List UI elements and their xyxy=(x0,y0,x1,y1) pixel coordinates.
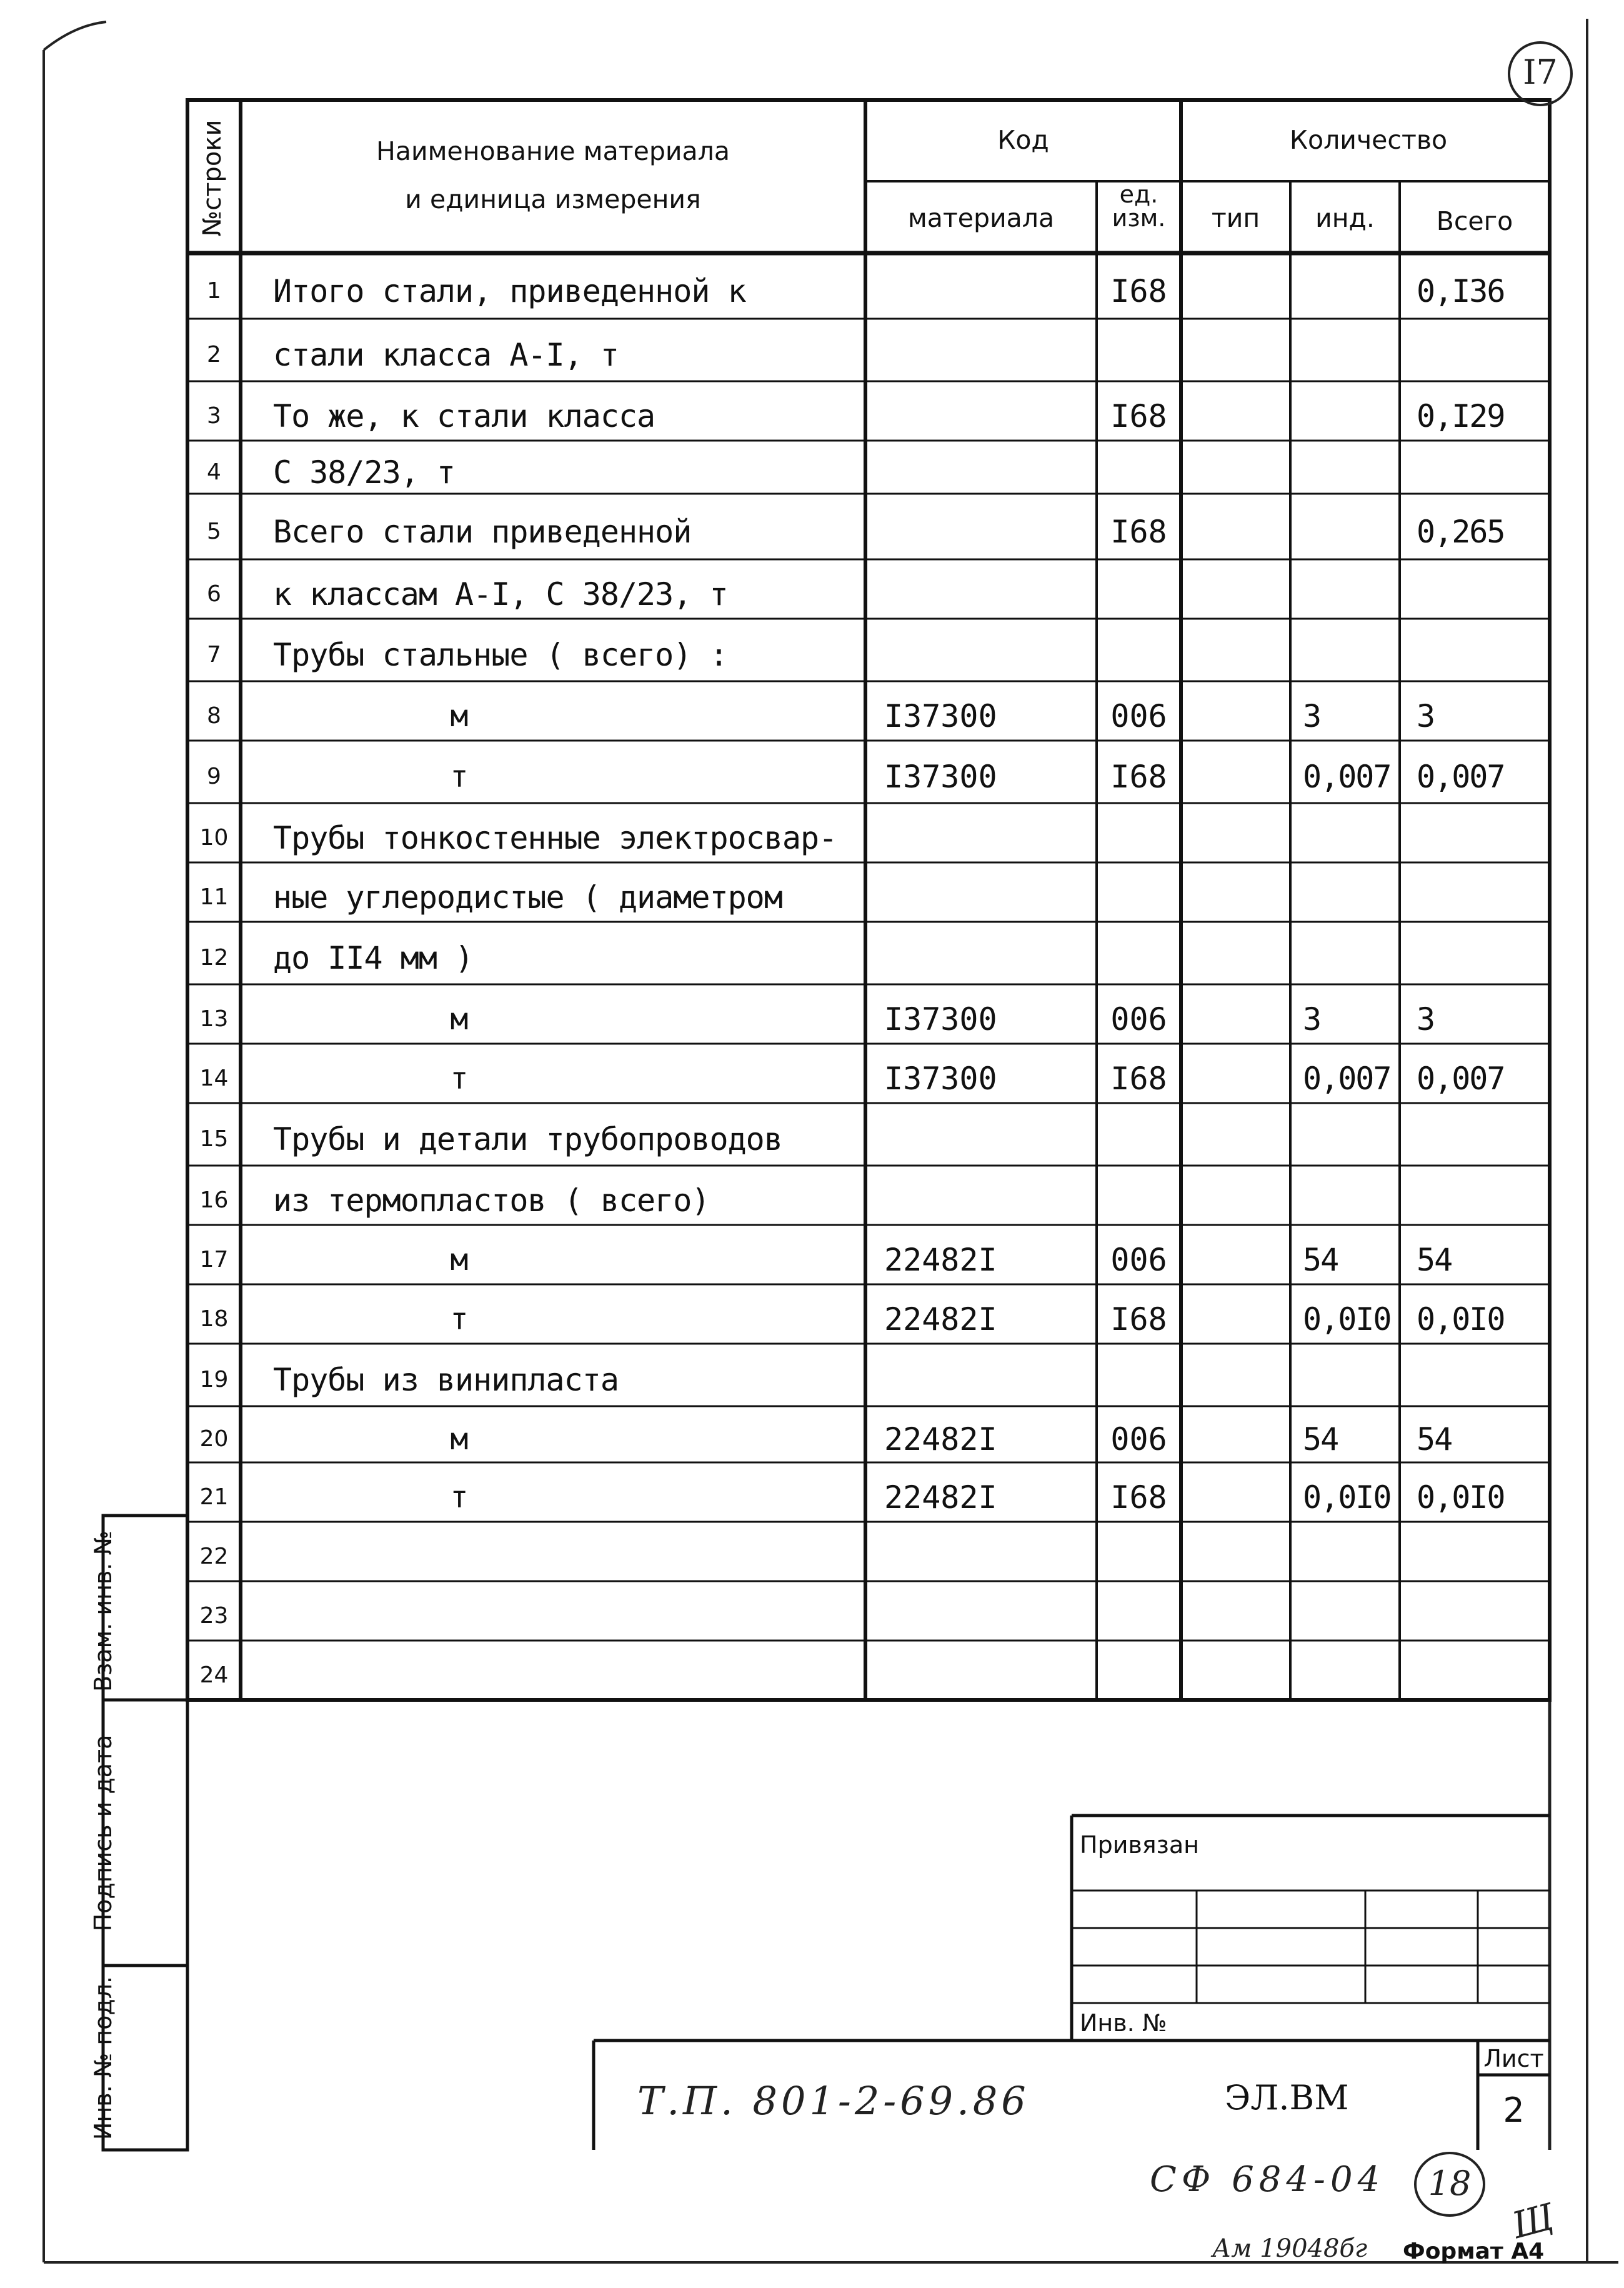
row-number: 19 xyxy=(199,1367,229,1392)
row-name: т xyxy=(450,759,469,794)
row-unit-code: I68 xyxy=(1110,1479,1167,1516)
row-unit-code: 006 xyxy=(1110,1421,1167,1457)
row-unit-code xyxy=(1097,636,1181,674)
row-qty-ind: 54 xyxy=(1303,1241,1338,1278)
footer-format: Формат А4 xyxy=(1403,2239,1545,2264)
row-material-code: 22482I xyxy=(884,1421,997,1457)
row-material-code xyxy=(884,879,1097,916)
row-qty-ind xyxy=(1290,1657,1415,1694)
row-qty-ind xyxy=(1290,1538,1415,1576)
header-name-line2: и единица измерения xyxy=(405,184,701,214)
row-number: 3 xyxy=(207,402,221,429)
row-qty-type xyxy=(1181,397,1290,435)
row-qty-total xyxy=(1403,1121,1563,1158)
row-name xyxy=(273,1538,867,1576)
row-number: 17 xyxy=(199,1246,229,1272)
row-qty-type xyxy=(1181,879,1290,916)
row-name: к классам А-I, С 38/23, т xyxy=(273,576,728,612)
row-unit-code xyxy=(1097,1361,1181,1399)
row-qty-total: 3 xyxy=(1417,697,1435,734)
row-unit-code xyxy=(1097,454,1181,491)
row-material-code xyxy=(884,336,1097,374)
row-material-code xyxy=(884,454,1097,491)
row-qty-total: 0,I36 xyxy=(1417,272,1505,309)
row-unit-code: I68 xyxy=(1110,272,1167,309)
row-name: т xyxy=(450,1479,469,1515)
row-number: 12 xyxy=(199,945,229,971)
footer-archive-badge: 18 xyxy=(1428,2164,1472,2203)
row-name: Итого стали, приведенной к xyxy=(273,272,746,309)
row-material-code xyxy=(884,576,1097,613)
signature-mark: Щ xyxy=(1507,2195,1558,2247)
row-number: 22 xyxy=(199,1543,229,1569)
sheet-badge: I7 xyxy=(1523,52,1558,92)
row-qty-ind xyxy=(1290,879,1415,916)
row-qty-total: 0,0I0 xyxy=(1417,1301,1505,1337)
row-material-code xyxy=(884,819,1097,857)
row-number: 2 xyxy=(207,342,221,367)
row-number: 9 xyxy=(207,764,221,789)
row-qty-total xyxy=(1403,576,1563,613)
row-qty-type xyxy=(1181,1421,1290,1458)
row-qty-type xyxy=(1181,1121,1290,1158)
row-number: 15 xyxy=(199,1126,229,1152)
row-qty-total: 54 xyxy=(1417,1421,1452,1457)
row-name: стали класса А-I, т xyxy=(273,337,619,373)
stamp-doc-code: Т.П. 801-2-69.86 xyxy=(637,2078,1030,2124)
margin-inv-podl: Инв. № подл. xyxy=(89,1976,117,2141)
row-number: 5 xyxy=(207,518,221,544)
row-qty-total xyxy=(1403,1538,1563,1576)
row-qty-ind: 3 xyxy=(1303,1001,1321,1037)
row-qty-total: 0,265 xyxy=(1417,513,1505,550)
header-qty-type: тип xyxy=(1211,203,1260,233)
row-qty-total xyxy=(1403,636,1563,674)
row-material-code xyxy=(884,636,1097,674)
row-qty-ind xyxy=(1290,939,1415,977)
row-qty-type xyxy=(1181,1361,1290,1399)
row-unit-code: 006 xyxy=(1110,1241,1167,1278)
row-qty-type xyxy=(1181,1479,1290,1516)
row-unit-code xyxy=(1097,819,1181,857)
row-qty-type xyxy=(1181,1241,1290,1279)
row-material-code: I37300 xyxy=(884,1001,997,1037)
row-qty-type xyxy=(1181,819,1290,857)
row-qty-ind: 0,0I0 xyxy=(1303,1479,1391,1516)
row-number: 20 xyxy=(199,1426,229,1452)
row-material-code xyxy=(884,1538,1097,1576)
row-qty-ind xyxy=(1290,272,1415,310)
header-row-no: №строки xyxy=(198,119,227,237)
row-qty-ind: 0,007 xyxy=(1303,1060,1391,1097)
row-name: Всего стали приведенной xyxy=(273,513,692,550)
header-name-line1: Наименование материала xyxy=(376,136,730,166)
row-material-code xyxy=(884,939,1097,977)
stamp-doc-mark: ЭЛ.ВМ xyxy=(1225,2078,1349,2117)
row-qty-ind: 54 xyxy=(1303,1421,1338,1457)
row-unit-code: I68 xyxy=(1110,513,1167,550)
row-qty-type xyxy=(1181,939,1290,977)
row-name: С 38/23, т xyxy=(273,454,456,491)
row-qty-total: 3 xyxy=(1417,1001,1435,1037)
row-unit-code: 006 xyxy=(1110,697,1167,734)
row-qty-total xyxy=(1403,819,1563,857)
row-material-code: 22482I xyxy=(884,1479,997,1516)
row-qty-ind: 0,0I0 xyxy=(1303,1301,1391,1337)
row-qty-ind: 0,007 xyxy=(1303,759,1391,795)
row-qty-type xyxy=(1181,576,1290,613)
header-code-material: материала xyxy=(907,203,1055,233)
row-qty-type xyxy=(1181,1060,1290,1097)
row-name: до II4 мм ) xyxy=(273,940,474,976)
row-material-code: I37300 xyxy=(884,1060,997,1097)
row-qty-total xyxy=(1403,939,1563,977)
row-name: м xyxy=(450,1001,469,1037)
stamp-sheet-number: 2 xyxy=(1503,2091,1525,2130)
row-qty-ind xyxy=(1290,636,1415,674)
row-name xyxy=(273,1597,867,1635)
row-unit-code: 006 xyxy=(1110,1001,1167,1037)
row-qty-ind: 3 xyxy=(1303,697,1321,734)
row-number: 14 xyxy=(199,1065,229,1091)
row-qty-type xyxy=(1181,272,1290,310)
header-code: Код xyxy=(997,125,1049,155)
row-unit-code xyxy=(1097,1657,1181,1694)
row-qty-type xyxy=(1181,336,1290,374)
row-unit-code xyxy=(1097,879,1181,916)
row-qty-type xyxy=(1181,697,1290,735)
row-number: 6 xyxy=(207,581,221,607)
row-material-code xyxy=(884,1597,1097,1635)
margin-vzam-inv: Взам. инв. № xyxy=(89,1531,117,1692)
row-qty-ind xyxy=(1290,1361,1415,1399)
stamp-inv-no: Инв. № xyxy=(1080,2009,1167,2037)
row-qty-ind xyxy=(1290,454,1415,491)
row-material-code: I37300 xyxy=(884,697,997,734)
row-material-code: 22482I xyxy=(884,1301,997,1337)
row-qty-ind xyxy=(1290,513,1415,551)
row-qty-total xyxy=(1403,1182,1563,1219)
row-unit-code xyxy=(1097,1121,1181,1158)
row-name: Трубы тонкостенные электросвар- xyxy=(273,819,837,856)
row-number: 21 xyxy=(199,1484,229,1510)
header-code-unit: ед. изм. xyxy=(1112,181,1166,232)
stamp-privyazan: Привязан xyxy=(1080,1831,1199,1859)
row-unit-code xyxy=(1097,1538,1181,1576)
row-qty-type xyxy=(1181,1657,1290,1694)
row-qty-ind xyxy=(1290,336,1415,374)
footer-note: Ам 19048бг xyxy=(1212,2234,1368,2263)
row-number: 1 xyxy=(207,277,221,304)
row-unit-code xyxy=(1097,939,1181,977)
row-qty-total xyxy=(1403,1361,1563,1399)
row-qty-total xyxy=(1403,1657,1563,1694)
row-qty-total: 0,I29 xyxy=(1417,397,1505,434)
row-qty-total xyxy=(1403,454,1563,491)
row-qty-ind xyxy=(1290,1182,1415,1219)
row-qty-ind xyxy=(1290,1121,1415,1158)
row-unit-code: I68 xyxy=(1110,759,1167,795)
row-qty-total xyxy=(1403,879,1563,916)
row-number: 4 xyxy=(207,459,221,485)
row-name: м xyxy=(450,1422,469,1457)
row-name: м xyxy=(450,698,469,734)
row-qty-ind xyxy=(1290,397,1415,435)
row-qty-total: 54 xyxy=(1417,1241,1452,1278)
row-material-code: 22482I xyxy=(884,1241,997,1278)
row-unit-code xyxy=(1097,576,1181,613)
row-name: т xyxy=(450,1301,469,1337)
row-qty-total: 0,007 xyxy=(1417,1060,1505,1097)
row-material-code xyxy=(884,513,1097,551)
row-number: 24 xyxy=(199,1662,229,1688)
row-name: из термопластов ( всего) xyxy=(273,1182,710,1219)
row-number: 7 xyxy=(207,642,221,667)
row-material-code xyxy=(884,1361,1097,1399)
margin-podpis-data: Подпись и дата xyxy=(89,1734,117,1932)
row-qty-type xyxy=(1181,513,1290,551)
row-number: 10 xyxy=(199,824,229,851)
row-qty-type xyxy=(1181,758,1290,796)
row-unit-code xyxy=(1097,1182,1181,1219)
row-qty-ind xyxy=(1290,819,1415,857)
stamp-sheet-label: Лист xyxy=(1483,2045,1544,2072)
row-unit-code xyxy=(1097,1597,1181,1635)
row-unit-code: I68 xyxy=(1110,1060,1167,1097)
row-name: Трубы и детали трубопроводов xyxy=(273,1121,782,1157)
row-qty-ind xyxy=(1290,1597,1415,1635)
row-qty-total: 0,0I0 xyxy=(1417,1479,1505,1516)
row-name xyxy=(273,1657,867,1694)
row-name: Трубы из винипласта xyxy=(273,1362,619,1398)
row-qty-type xyxy=(1181,1301,1290,1338)
footer-archive-code: СФ 684-04 xyxy=(1150,2159,1385,2200)
row-name: м xyxy=(450,1242,469,1277)
row-number: 18 xyxy=(199,1306,229,1332)
row-qty-type xyxy=(1181,1597,1290,1635)
row-qty-type xyxy=(1181,636,1290,674)
row-name: ные углеродистые ( диаметром xyxy=(273,879,782,916)
row-number: 16 xyxy=(199,1187,229,1213)
row-name: т xyxy=(450,1061,469,1096)
row-unit-code: I68 xyxy=(1110,1301,1167,1337)
row-qty-type xyxy=(1181,1001,1290,1038)
row-qty-type xyxy=(1181,1182,1290,1219)
header-quantity: Количество xyxy=(1289,125,1448,155)
row-material-code xyxy=(884,1182,1097,1219)
row-name: То же, к стали класса xyxy=(273,397,655,434)
row-unit-code xyxy=(1097,336,1181,374)
row-qty-ind xyxy=(1290,576,1415,613)
row-material-code xyxy=(884,1657,1097,1694)
row-material-code xyxy=(884,272,1097,310)
row-qty-total: 0,007 xyxy=(1417,759,1505,795)
row-qty-type xyxy=(1181,454,1290,491)
row-unit-code: I68 xyxy=(1110,397,1167,434)
row-material-code xyxy=(884,1121,1097,1158)
header-qty-ind: инд. xyxy=(1315,203,1375,233)
row-name: Трубы стальные ( всего) : xyxy=(273,637,728,673)
row-number: 8 xyxy=(207,702,221,729)
row-qty-total xyxy=(1403,336,1563,374)
row-material-code: I37300 xyxy=(884,759,997,795)
row-number: 11 xyxy=(199,884,229,910)
row-material-code xyxy=(884,397,1097,435)
row-number: 23 xyxy=(199,1602,229,1629)
row-qty-type xyxy=(1181,1538,1290,1576)
row-number: 13 xyxy=(199,1006,229,1032)
header-qty-total: Всего xyxy=(1436,206,1513,236)
row-qty-total xyxy=(1403,1597,1563,1635)
